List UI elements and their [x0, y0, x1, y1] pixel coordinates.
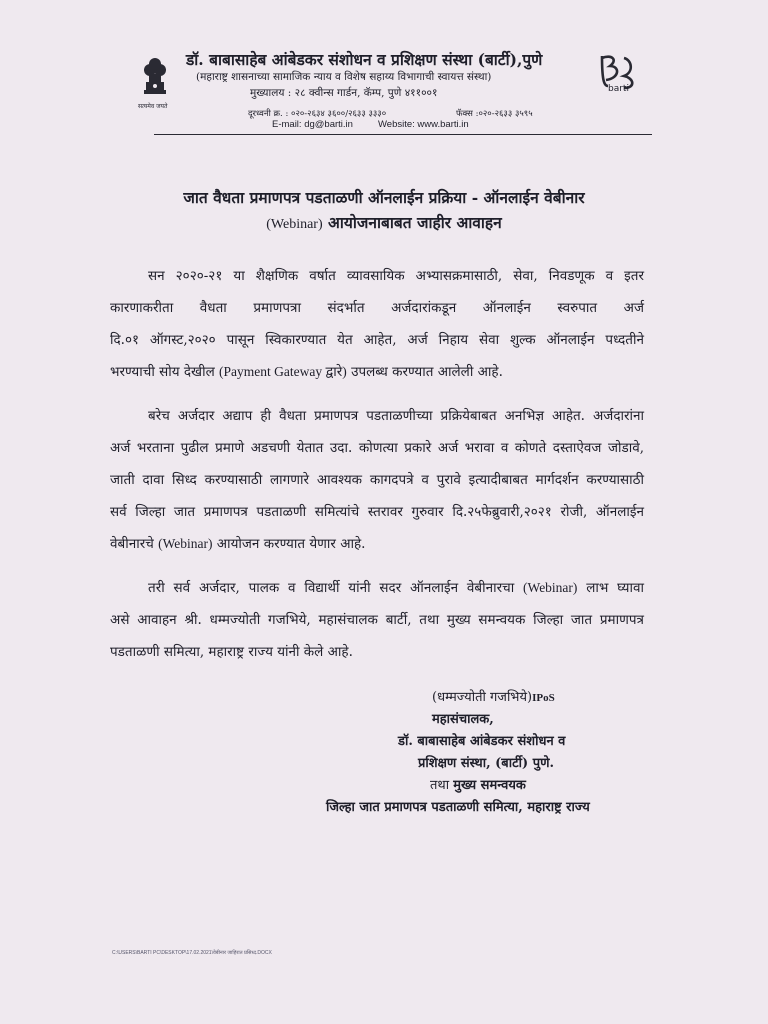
para2-line5-start: वेबीनारचे: [110, 536, 154, 552]
para2-line5: [110, 534, 365, 552]
para3-line1-start: तरी सर्व अर्जदार, पालक व विद्यार्थी यांनी सदर ऑनलाईन वेबीनारचा: [148, 580, 515, 596]
para2-line2: अर्ज भरताना पुढील प्रमाणे अडचणी येतात उदा. कोणत्या प्रकारे अर्ज भरावा व कोणते दस्ताऐवज जोडावे,: [110, 440, 644, 456]
para3-line2: असे आवाहन श्री. धम्मज्योती गजभिये, महासंचालक बार्टी, तथा मुख्य समन्वयक जिल्हा जात प्रमाणपत्र: [110, 612, 644, 628]
phone-number: दूरध्वनी क्र. : ०२०-२६३४ ३६००/२६३३ ३३३०: [248, 109, 387, 119]
para3-line1-end: लाभ घ्यावा: [586, 580, 644, 596]
signatory-suffix: IPoS: [532, 692, 555, 704]
para2-line5-end: आयोजन करण्यात येणार आहे.: [216, 536, 366, 552]
email-address: E-mail: dg@barti.in: [272, 119, 353, 130]
notice-title-line2: [0, 211, 768, 233]
title-webinar-en: (Webinar): [266, 217, 323, 232]
para1-line4-start: भरण्याची सोय देखील: [110, 364, 215, 380]
webinar-en-text: (Webinar): [158, 536, 213, 551]
para1-line2: कारणाकरीता वैधता प्रमाणपत्रा संदर्भात अर्जदारांकडून ऑनलाईन स्वरुपात अर्ज: [110, 300, 644, 316]
para2-line1: बरेच अर्जदार अद्याप ही वैधता प्रमाणपत्र पडताळणीच्या प्रक्रियेबाबत अनभिज्ञ आहेत. अर्जदारांना: [148, 408, 644, 424]
para3-line3: पडताळणी समित्या, महाराष्ट्र राज्य यांनी केले आहे.: [110, 644, 353, 660]
title-line2-text: आयोजनाबाबत जाहीर आवाहन: [328, 213, 502, 232]
para3-line1: [148, 578, 644, 596]
para1-line4-end: उपलब्ध करण्यात आलेली आहे.: [351, 364, 503, 380]
ashoka-emblem-icon: [136, 52, 174, 102]
signatory-designation: महासंचालक,: [432, 712, 494, 727]
fax-number: फॅक्स :०२०-२६३३ ३५९५: [456, 109, 533, 119]
org-name: डॉ. बाबासाहेब आंबेडकर संशोधन व प्रशिक्षण संस्था (बार्टी),पुणे: [186, 50, 543, 69]
coordinator-text: मुख्य समन्वयक: [453, 778, 526, 793]
para1-line4: [110, 362, 503, 380]
signatory-org-line2: प्रशिक्षण संस्था, (बार्टी) पुणे.: [418, 756, 555, 771]
payment-gateway-text: (Payment Gateway द्वारे): [219, 364, 347, 379]
signatory-org-line1: डॉ. बाबासाहेब आंबेडकर संशोधन व: [398, 734, 566, 749]
signatory-coordinator: [430, 775, 526, 793]
signatory-committee: जिल्हा जात प्रमाणपत्र पडताळणी समित्या, महाराष्ट्र राज्य: [326, 800, 590, 815]
org-subtitle: (महाराष्ट्र शासनाच्या सामाजिक न्याय व विशेष सहाय्य विभागाची स्वायत्त संस्था): [196, 71, 492, 83]
para2-line3: जाती दावा सिध्द करण्यासाठी लागणारे आवश्यक कागदपत्रे व पुरावे इत्यादीबाबत मार्गदर्शन करण्यासाठी: [110, 472, 644, 488]
webinar-en-text-2: (Webinar): [523, 580, 578, 595]
para1-line3: दि.०१ ऑगस्ट,२०२० पासून स्विकारण्यात येत आहेत, अर्ज निहाय सेवा शुल्क ऑनलाईन पध्दतीने: [110, 332, 644, 348]
website-address: Website: www.barti.in: [378, 119, 469, 130]
header-divider: [154, 134, 652, 135]
emblem-caption: सत्यमेव जयते: [138, 103, 168, 110]
document-file-path: C:\USERS\BARTI PC\DESKTOP\17.02.2021\वेबीनार जाहिरात प्रसिध्द.DOCX: [112, 950, 272, 956]
signatory-name: [432, 687, 555, 705]
org-address: मुख्यालय : २८ क्वीन्स गार्डन, कॅम्प, पुणे ४११००१: [250, 87, 438, 99]
para1-line1: सन २०२०-२१ या शैक्षणिक वर्षात व्यावसायिक अभ्यासक्रमासाठी, सेवा, निवडणूक व इतर: [148, 268, 644, 284]
tatha-text: तथा: [430, 778, 450, 793]
para2-line4: सर्व जिल्हा जात प्रमाणपत्र पडताळणी समित्यांचे स्तरावर गुरुवार दि.२५फेब्रुवारी,२०२१ रोजी, ऑनलाईन: [110, 504, 644, 520]
barti-logo-text: barti: [608, 84, 629, 94]
signatory-name-text: (धम्मज्योती गजभिये): [432, 690, 533, 705]
notice-title-line1: जात वैधता प्रमाणपत्र पडताळणी ऑनलाईन प्रक्रिया - ऑनलाईन वेबीनार: [183, 188, 585, 207]
